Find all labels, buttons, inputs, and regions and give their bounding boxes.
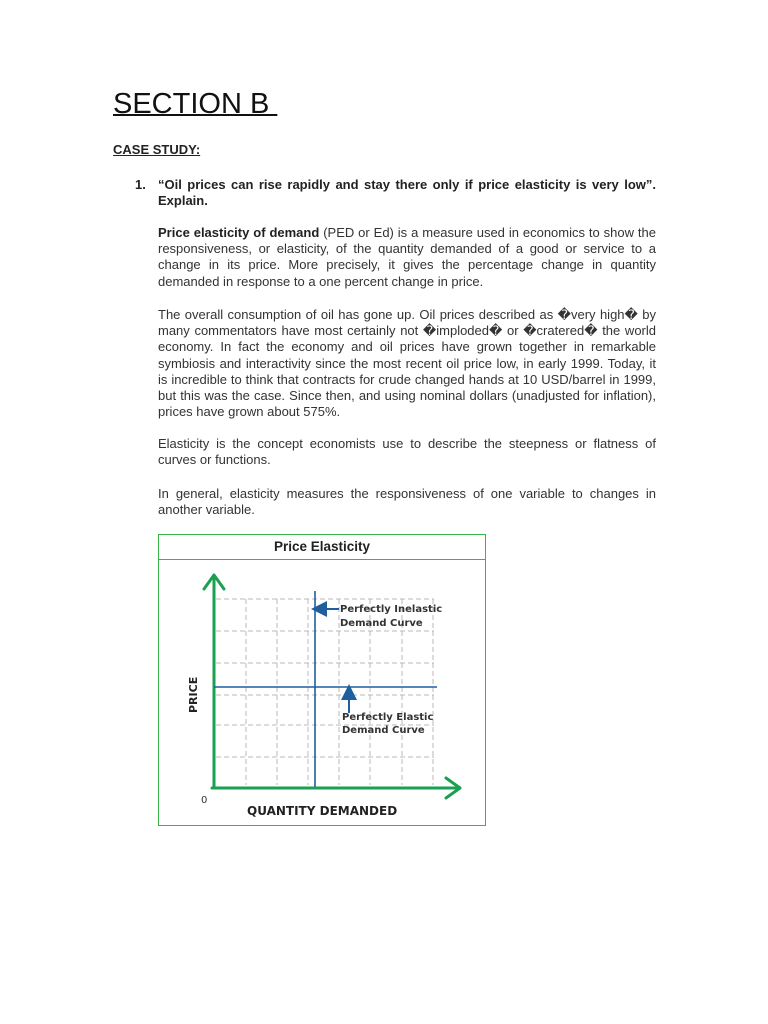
question-text: “Oil prices can rise rapidly and stay there only if price elasticity is very low”. Explain. (158, 177, 656, 209)
elastic-label-line2: Demand Curve (342, 725, 425, 736)
price-elasticity-figure (158, 534, 486, 826)
paragraph-elasticity-concept: Elasticity is the concept economists use to describe the steepness or flatness of curves or functions. (158, 436, 656, 468)
x-axis-label: QUANTITY DEMANDED (247, 804, 398, 818)
paragraph-oil-consumption: The overall consumption of oil has gone up. Oil prices described as �very high� by many commentators have most certainly not �imploded� or �cratered� the world economy. In fact the economy and oil prices have grown together in remarkable symbiosis and interactivity since the most recent oil price low, in early 1999. Today, it is incredible to think that contracts for crude changed hands at 10 USD/barrel in 1999, but this was the case. Since then, and using nominal dollars (unadjusted for inflation), prices have grown about 575%. (158, 307, 656, 420)
ped-definition-text: (PED or Ed) is a measure used in economics to show the responsiveness, or elasticity, of the quantity demanded of a good or service to a change in its price. More precisely, it gives the percentage change in quantity demanded in response to a one percent change in price. (158, 225, 656, 289)
price-elasticity-diagram (159, 535, 485, 825)
paragraph-elasticity-general: In general, elasticity measures the responsiveness of one variable to changes in another variable. (158, 486, 656, 518)
inelastic-label-line2: Demand Curve (340, 618, 423, 629)
question-number: 1. (135, 177, 146, 192)
paragraph-ped-definition (158, 225, 656, 290)
section-title: SECTION B (113, 88, 278, 120)
figure-title: Price Elasticity (159, 535, 485, 560)
case-study-label: CASE STUDY: (113, 142, 201, 157)
origin-label: 0 (201, 795, 208, 806)
inelastic-label-line1: Perfectly Inelastic (340, 604, 443, 615)
y-axis-label: PRICE (187, 676, 200, 713)
elastic-label-line1: Perfectly Elastic (342, 712, 434, 723)
ped-term: Price elasticity of demand (158, 225, 320, 240)
